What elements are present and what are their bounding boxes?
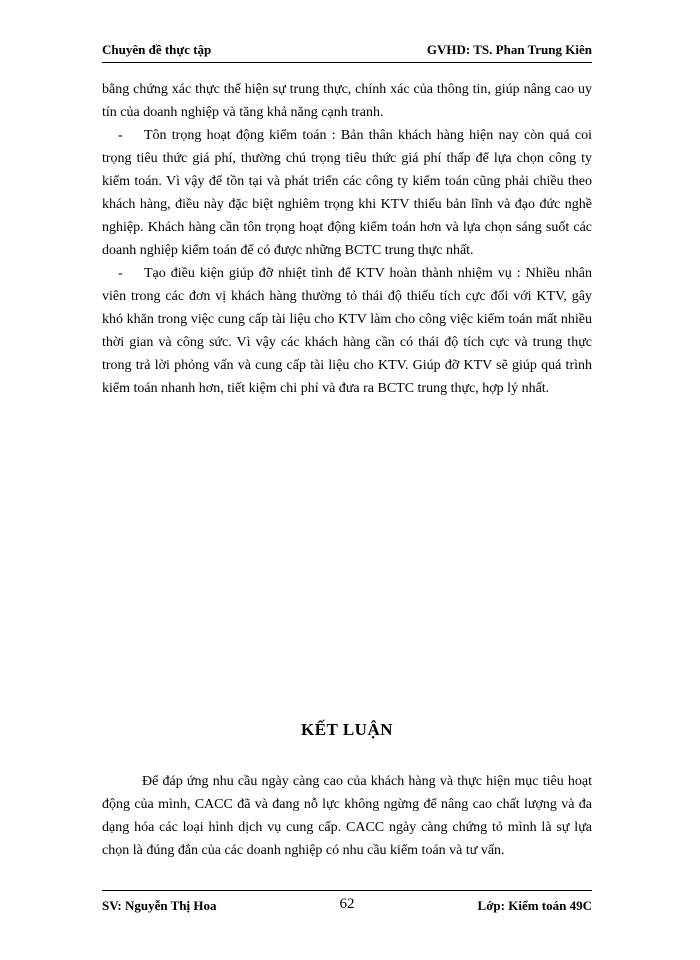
section-title-conclusion: KẾT LUẬN: [300, 720, 393, 739]
page-number: 62: [339, 896, 355, 912]
page-header: [102, 38, 592, 60]
header-document-type: Chuyên đề thực tập: [102, 42, 212, 57]
bullet-respect-audit-text: Tôn trọng hoạt động kiểm toán : Bản thân khách hàng hiện nay còn quá coi trọng tiêu thức giá phí, thường chú trọng tiêu thức giá phí thấp để lựa chọn công ty kiểm toán. Vì vậy để tồn tại và phát triển các công ty kiểm toán cũng phải chiều theo khách hàng, điều này đặc biệt nghiêm trọng khi KTV thiếu bản lĩnh và đạo đức nghề nghiệp. Khách hàng cần tôn trọng hoạt động kiểm toán hơn và lựa chọn sáng suốt các doanh nghiệp kiểm toán để có được những BCTC trung thực nhất.: [102, 128, 592, 258]
bullet-dash: -: [118, 128, 123, 143]
paragraph-intro: bằng chứng xác thực thể hiện sự trung thực, chính xác của thông tin, giúp nâng cao uy tín của doanh nghiệp và tăng khả năng cạnh tranh.: [102, 82, 592, 120]
header-divider: [102, 62, 592, 63]
footer-divider: [102, 890, 592, 891]
header-supervisor: GVHD: TS. Phan Trung Kiên: [426, 42, 592, 57]
bullet-dash: -: [118, 266, 123, 281]
bullet-support-ktv: [102, 262, 592, 400]
footer-class: Lớp: Kiểm toán 49C: [477, 898, 592, 913]
bullet-respect-audit: [102, 124, 592, 262]
body-text: [102, 78, 592, 400]
bullet-support-ktv-text: Tạo điều kiện giúp đỡ nhiệt tình để KTV hoàn thành nhiệm vụ : Nhiều nhân viên trong các đơn vị khách hàng thường tỏ thái độ thiếu tích cực đối với KTV, gây khó khăn trong việc cung cấp tài liệu cho KTV làm cho công việc kiểm toán mất nhiều thời gian và công sức. Vì vậy các khách hàng cần có thái độ tích cực và trung thực trong trả lời phỏng vấn và cung cấp tài liệu cho KTV. Giúp đỡ KTV sẽ giúp quá trình kiểm toán nhanh hơn, tiết kiệm chi phí và đưa ra BCTC trung thực, hợp lý nhất.: [102, 266, 592, 396]
footer-student: SV: Nguyễn Thị Hoa: [102, 898, 217, 913]
page-footer: [102, 898, 592, 920]
conclusion-body: [102, 770, 592, 862]
paragraph-conclusion: Để đáp ứng nhu cầu ngày càng cao của khách hàng và thực hiện mục tiêu hoạt động của mình, CACC đã và đang nỗ lực không ngừng để nâng cao chất lượng và đa dạng hóa các loại hình dịch vụ cung cấp. CACC ngày càng chứng tỏ mình là sự lựa chọn là đúng đắn của các doanh nghiệp có nhu cầu kiểm toán và tư vấn.: [102, 774, 592, 858]
